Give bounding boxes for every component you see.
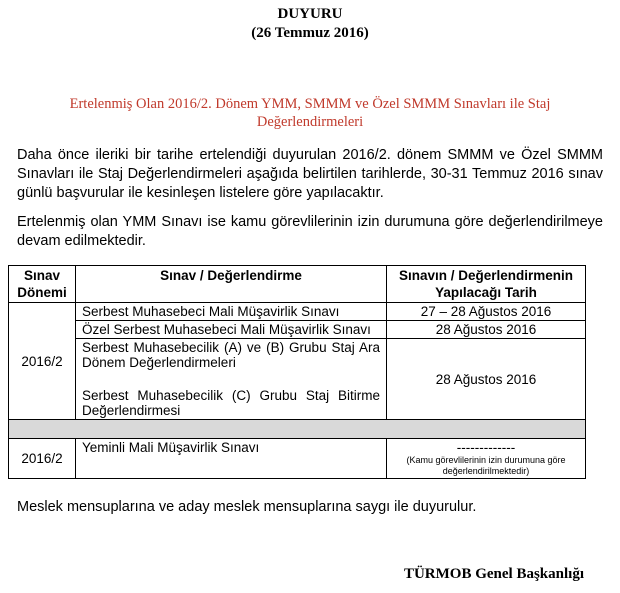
subject-line-2: Değerlendirmeleri bbox=[256, 114, 364, 130]
table-row bbox=[9, 439, 586, 479]
table-row bbox=[9, 303, 586, 321]
table-header-row bbox=[9, 266, 586, 303]
date-cell: 28 Ağustos 2016 bbox=[387, 339, 586, 420]
date-note: (Kamu görevlilerinin izin durumuna göre değerlendirilmektedir) bbox=[406, 455, 566, 476]
exam-cell: Yeminli Mali Müşavirlik Sınavı bbox=[76, 439, 387, 479]
paragraph-1: Daha önce ileriki bir tarihe ertelendiği duyurulan 2016/2. dönem SMMM ve Özel SMMM Sınavları ile Staj Değerlendirmeleri aşağıda belirtilen tarihlerde, 30-31 Temmuz 2016 sınav günlü başvurular ile kesinleşen listelere göre yapılacaktır. bbox=[17, 147, 603, 201]
subject-line-1: Ertelenmiş Olan 2016/2. Dönem YMM, SMMM ve Özel SMMM Sınavları ile Staj bbox=[69, 96, 551, 112]
period-cell: 2016/2 bbox=[9, 439, 76, 479]
paragraph-2: Ertelenmiş olan YMM Sınavı ise kamu görevlilerinin izin durumuna göre değerlendirilmeye devam edilmektedir. bbox=[17, 214, 603, 249]
period-cell: 2016/2 bbox=[9, 303, 76, 420]
exam-schedule-table bbox=[8, 265, 586, 479]
header-exam: Sınav / Değerlendirme bbox=[76, 266, 387, 303]
header-period-line1: Sınav bbox=[23, 268, 61, 283]
document-title: DUYURU bbox=[277, 6, 343, 22]
exam-cell: Özel Serbest Muhasebeci Mali Müşavirlik Sınavı bbox=[76, 321, 387, 339]
date-dashes: ------------- bbox=[456, 440, 516, 455]
date-cell: 28 Ağustos 2016 bbox=[387, 321, 586, 339]
header-period bbox=[9, 266, 76, 303]
date-cell: 27 – 28 Ağustos 2016 bbox=[387, 303, 586, 321]
separator-row bbox=[9, 420, 586, 439]
table-row bbox=[9, 339, 586, 420]
exam-cell: Serbest Muhasebeci Mali Müşavirlik Sınavı bbox=[76, 303, 387, 321]
exam-cell-merged bbox=[76, 339, 387, 420]
gray-separator bbox=[9, 420, 586, 439]
header-date bbox=[387, 266, 586, 303]
document-date: (26 Temmuz 2016) bbox=[251, 25, 369, 41]
date-cell bbox=[387, 439, 586, 479]
header-date-line2: Yapılacağı Tarih bbox=[435, 285, 537, 300]
exam-staj-ara: Serbest Muhasebecilik (A) ve (B) Grubu Staj Ara Dönem Değerlendirmeleri bbox=[82, 340, 380, 370]
exam-staj-bitirme: Serbest Muhasebecilik (C) Grubu Staj Bitirme Değerlendirmesi bbox=[82, 388, 380, 418]
header-period-line2: Dönemi bbox=[17, 285, 67, 300]
header-date-line1: Sınavın / Değerlendirmenin bbox=[398, 268, 574, 283]
signature: TÜRMOB Genel Başkanlığı bbox=[403, 566, 584, 582]
table-row bbox=[9, 321, 586, 339]
closing-text: Meslek mensuplarına ve aday meslek mensuplarına saygı ile duyurulur. bbox=[17, 499, 477, 515]
subject-heading bbox=[40, 95, 580, 131]
